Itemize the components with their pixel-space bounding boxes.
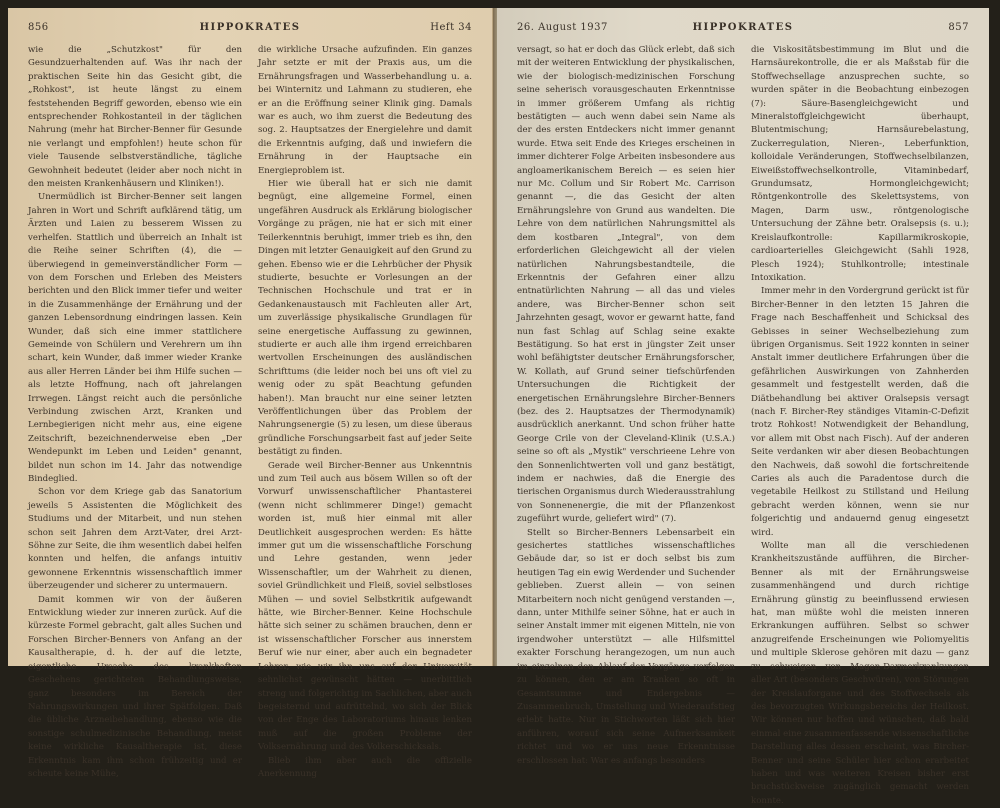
left-running-head [28,22,472,36]
paragraph: wie die „Schutzkost" für den Gesundzuerhaltenden auf. Was ihr nach der praktischen Seite hin das Gesicht gibt, die „Rohkost", ist heute längst zu einem feststehenden Begriff geworden, ebenso wie ein entsprechender Rohkostanteil in der täglichen Nahrung (mehr hat Bircher-Benner für Gesunde nie verlangt und empfohlen!) heute schon für viele Tausende selbstverständliche, tägliche Gewohnheit bedeutet (leider aber noch nicht in den meisten Krankenhäusern und Kliniken!). [28,45,242,190]
right-column-1 [517,44,736,766]
left-column-1 [28,44,242,779]
paragraph: Immer mehr in den Vordergrund gerückt ist für Bircher-Benner in den letzten 15 Jahren die Frage nach Beschaffenheit und Schicksal des Gebisses in seiner Wechselbeziehung zum übrigen Organismus. Seit 1922 konnten in seiner Anstalt immer deutlichere Erfahrungen über die gefährlichen Auswirkungen von Zahnherden gesammelt und festgestellt werden, daß die Diätbehandlung bei aktiver Oralsepsis versagt (nach F. Bircher-Rey ständiges Vitamin-C-Defizit trotz Rohkost! Notwendigkeit der Behandlung, vor allem mit Obst nach Fisch). Auf der anderen Seite verdanken wir aber diesen Beobachtungen den Nachweis, daß sowohl die fortschreitende Caries als auch die Paradentose durch die vegetabile Heilkost zu Stillstand und Heilung gebracht werden können, wenn sie nur folgerichtig und andauernd genug eingesetzt wird. [751,286,970,538]
paragraph: Gerade weil Bircher-Benner aus Unkenntnis und zum Teil auch aus bösem Willen so oft der Vorwurf unwissenschaftlicher Phantasterei (wenn nicht schlimmerer Dinge!) gemacht worden ist, muß hier einmal mit aller Deutlichkeit ausgesprochen werden: Es hätte immer gut um die wissenschaftliche Forschung und Lehre gestanden, wenn jeder Wissenschaftler, um der Wahrheit zu dienen, soviel Gründlichkeit und Fleiß, soviel selbstloses Mühen — und soviel Selbstkritik aufgewandt hätte, wie Bircher-Benner. Keine Hochschule hätte sich seiner zu schämen brauchen, denn er ist wissenschaftlicher Forscher aus innerstem Beruf wie nur einer, aber auch ein begnadeter Lehrer, wie wir ihn uns auf der Universität sehnlichst gewünscht hätten — unerbittlich streng und folgerichtig im Sachlichen, aber auch begeisternd und aufrüttelnd, wo sich der Blick von der Enge des Laboratoriums hinaus lenken muß auf die großen Probleme der Volksernährung und des Volkerschicksals. [258,460,472,753]
right-column-2 [751,44,970,806]
right-date: 26. August 1937 [517,22,608,33]
left-column-2 [258,44,472,779]
paragraph: die Viskositätsbestimmung im Blut und die Harnsäurekontrolle, die er als Maßstab für die Stoffwechsellage anzusprechen suchte, so wurden später in die Beobachtung einbezogen (7): Säure-Basengleichgewicht und Mineralstoffgleichgewicht überhaupt, Blutentmischung; Harnsäurebelastung, Zuckerregulation, Nieren-, Leberfunktion, kolloidale Veränderungen, Stoffwechselbilanzen, Eiweißstoffwechselkontrolle, Vitaminbedarf, Grundumsatz, Hormongleichgewicht; Röntgenkontrolle des Skelettsystems, von Magen, Darm usw., röntgenologische Untersuchung der Zähne betr. Oralsepsis (s. u.); Kreislaufkontrolle: Kapillarmikroskopie, cardioarterielles Gleichgewicht (Sahli 1928, Plesch 1924); Stuhlkontrolle; intestinale Intoxikation. [751,45,969,283]
paragraph: Damit kommen wir von der äußeren Entwicklung wieder zur inneren zurück. Auf die kürzeste Formel gebracht, galt alles Suchen und Forschen Bircher-Benners von Anfang an der Kausaltherapie, d. h. der auf die letzte, eigentliche Ursache des krankhaften Geschehens gerichteten Behandlungsweise, ganz besonders im Bereich der Nahrungswirkungen und ihrer Spätfolgen. Daß die übliche Arzneibehandlung, ebenso wie die sonstige schulmedizinische Behandlung, meist keine wirkliche Kausaltherapie ist, diese Erkenntnis kam ihm schon frühzeitig und er scheute keine Mühe, [28,594,242,779]
right-running-head [517,22,969,36]
right-page-number: 857 [948,22,969,33]
paragraph: Hier wie überall hat er sich nie damit begnügt, eine allgemeine Formel, einen ungefähren Ausdruck als Erklärung biologischer Vorgänge zu prägen, nie hat er sich mit einer Teilerkenntnis beruhigt, immer trieb es ihn, den Dingen mit letzter Genauigkeit auf den Grund zu gehen. Ebenso wie er die Lehrbücher der Physik studierte, besuchte er Vorlesungen an der Technischen Hochschule und trat er in Gedankenaustausch mit Fachleuten aller Art, um zuverlässige physikalische Grundlagen für seine energetische Auffassung zu gewinnen, studierte er auch alle ihm irgend erreichbaren wertvollen Erscheinungen des ausländischen Schrifttums (die leider noch bei uns oft viel zu wenig oder zu spät Beachtung gefunden haben!). Man braucht nur eine seiner letzten Veröffentlichungen über das Problem der Nahrungsenergie (5) zu lesen, um diese überaus gründliche Forschungsarbeit fast auf jeder Seite bestätigt zu finden. [258,179,472,458]
paragraph: Schon vor dem Kriege gab das Sanatorium jeweils 5 Assistenten die Möglichkeit des Studiums und der Mitarbeit, und nun stehen schon seit Jahren dem Arzt-Vater, drei Arzt-Söhne zur Seite, die ihm wesentlich dabei helfen konnten und helfen, die anfangs intuitiv gewonnene Erkenntnis wissenschaftlich immer überzeugender und sicherer zu untermauern. [28,487,242,592]
right-journal-title: HIPPOKRATES [692,22,794,33]
left-journal-title: HIPPOKRATES [199,22,301,33]
paragraph: die wirkliche Ursache aufzufinden. Ein ganzes Jahr setzte er mit der Praxis aus, um die Ernährungsfragen und Wasserbehandlung u. a. bei Winternitz und Lahmann zu studieren, ehe er an die Eröffnung seiner Klinik ging. Damals war es auch, wo ihm zuerst die Bedeutung des sog. 2. Hauptsatzes der Energielehre und damit die Erkenntnis aufging, daß und inwiefern die Ernährung in der Hauptsache ein Energieproblem ist. [258,45,472,176]
paragraph: Wollte man all die verschiedenen Krankheitszustände aufführen, die Bircher-Benner als mit der Ernährungsweise zusammenhängend und durch richtige Ernährung günstig zu beeinflussend erwiesen hat, man müßte wohl die meisten inneren Erkrankungen aufführen. Selbst so schwer anzugreifende Erscheinungen wie Poliomyelitis und multiple Sklerose gehören mit dazu — ganz zu schweigen von Magen-Darmerkrankungen aller Art (besonders Geschwüren), von Störungen der Kreislauforgane und des Stoffwechsels als des bevorzugten Wirkungsbereichs der Heilkost. Wir können nur hoffen und wünschen, daß bald einmal eine zusammenfassende wissenschaftliche Darstellung alles dessen erscheint, was Bircher-Benner und seine Schüler hier schon erarbeitet haben und was weiteren Kreisen bisher erst bruchstückweise zugänglich gemacht werden konnte. [751,541,969,806]
paragraph: Unermüdlich ist Bircher-Benner seit langen Jahren in Wort und Schrift aufklärend tätig, um Ärzten und Laien zu besserem Wissen zu verhelfen. Stattlich und überreich an Inhalt ist die Reihe seiner Schriften (4), die — überwiegend in gemeinverständlicher Form — von dem Forschen und Erleben des Meisters berichten und den Blick immer tiefer und weiter in die Zusammenhänge der Ernährung und der ganzen Lebensordnung eindringen lassen. Kein Wunder, daß sich eine immer stattlichere Gemeinde von Schülern und Verehrern um ihn schart, kein Wunder, daß immer wieder Kranke aus aller Herren Länder bei ihm Hilfe suchen — als letzte Hoffnung, nach oft jahrelangen Irrwegen. Längst reicht auch die persönliche Verbindung zwischen Arzt, Kranken und Lernbegierigen nicht mehr aus, eine eigene Zeitschrift, bezeichnenderweise eben „Der Wendepunkt im Leben und Leiden" genannt, bildet nun schon im 14. Jahr das notwendige Bindeglied. [28,192,242,484]
left-page [8,8,493,779]
paragraph: Blieb ihm aber auch die offizielle Anerkennung [258,755,472,779]
left-columns [28,44,472,779]
left-issue: Heft 34 [430,22,472,33]
right-page [497,8,989,806]
paragraph: Stellt so Bircher-Benners Lebensarbeit ein gesichertes stattliches wissenschaftliches Gebäude dar, so ist er doch selbst bis zum heutigen Tag ein ewig Werdender und Suchender geblieben. Zuerst allein — von seinen Mitarbeitern noch nicht genügend verstanden —, dann, unter Mithilfe seiner Söhne, hat er auch in seiner Anstalt immer mit eigenen Mitteln, nie von irgendwoher unterstützt — alle Hilfsmittel exakter Forschung herangezogen, um nun auch im einzelnen den Ablauf der Vorgänge verfolgen zu können, den er am Kranken so oft in Gesamtsumme und Endergebnis — Zusammenbruch, Umstellung und Wiederaufstieg erlebt hatte. Nur in Stichworten läßt sich hier anführen, worauf sich seine Aufmerksamkeit richtet und wo er uns neue Erkenntnisse erschlossen hat: War es anfangs besonders [517,527,735,766]
left-page-number: 856 [28,22,49,33]
right-columns [517,44,970,806]
paragraph: versagt, so hat er doch das Glück erlebt, daß sich mit der weiteren Entwicklung der physikalischen, wie der biologisch-medizinischen Forschung seine seherisch vorausgeschauten Erkenntnisse in immer größerem Umfang als richtig bestätigten — auch wenn dabei sein Name als der des ersten Entdeckers nicht immer genannt wurde. Etwa seit Ende des Krieges erscheinen in immer dichterer Folge Arbeiten insbesondere aus angloamerikanischem Bereich — es seien hier nur Mc. Collum und Sir Robert Mc. Carrison genannt —, die das Gesicht der alten Ernährungslehre von Grund aus wandelten. Die Lehre von dem natürlichen Nahrungsmittel als dem kostbaren „Integral", von dem erforderlichen Gleichgewicht all der vielen natürlichen Nahrungsbestandteile, die Erkenntnis der Gefahren einer allzu entnatürlichten Nahrung — all das und vieles andere, was Bircher-Benner schon seit Jahrzehnten gesagt, wovor er gewarnt hatte, fand nun fast Schlag auf Schlag seine exakte Bestätigung. So hat erst in jüngster Zeit unser wohl befähigtster deutscher Ernährungsforscher, W. Kollath, auf Grund seiner tiefschürfenden Untersuchungen die Richtigkeit der energetischen Ernährungslehre Bircher-Benners (bez. des 2. Hauptsatzes der Thermodynamik) ausdrücklich anerkannt. Und schon früher hatte George Crile von der Cleveland-Klinik (U.S.A.) seine so oft als „Mystik" verschrieene Lehre von den Sonnenlichtwerten voll und ganz bestätigt, indem er nachwies, daß die Energie des tierischen Organismus durch Wiederausstrahlung von Sonnenenergie, die mit der Pflanzenkost zugeführt wurde, geliefert wird" (7). [517,45,736,525]
